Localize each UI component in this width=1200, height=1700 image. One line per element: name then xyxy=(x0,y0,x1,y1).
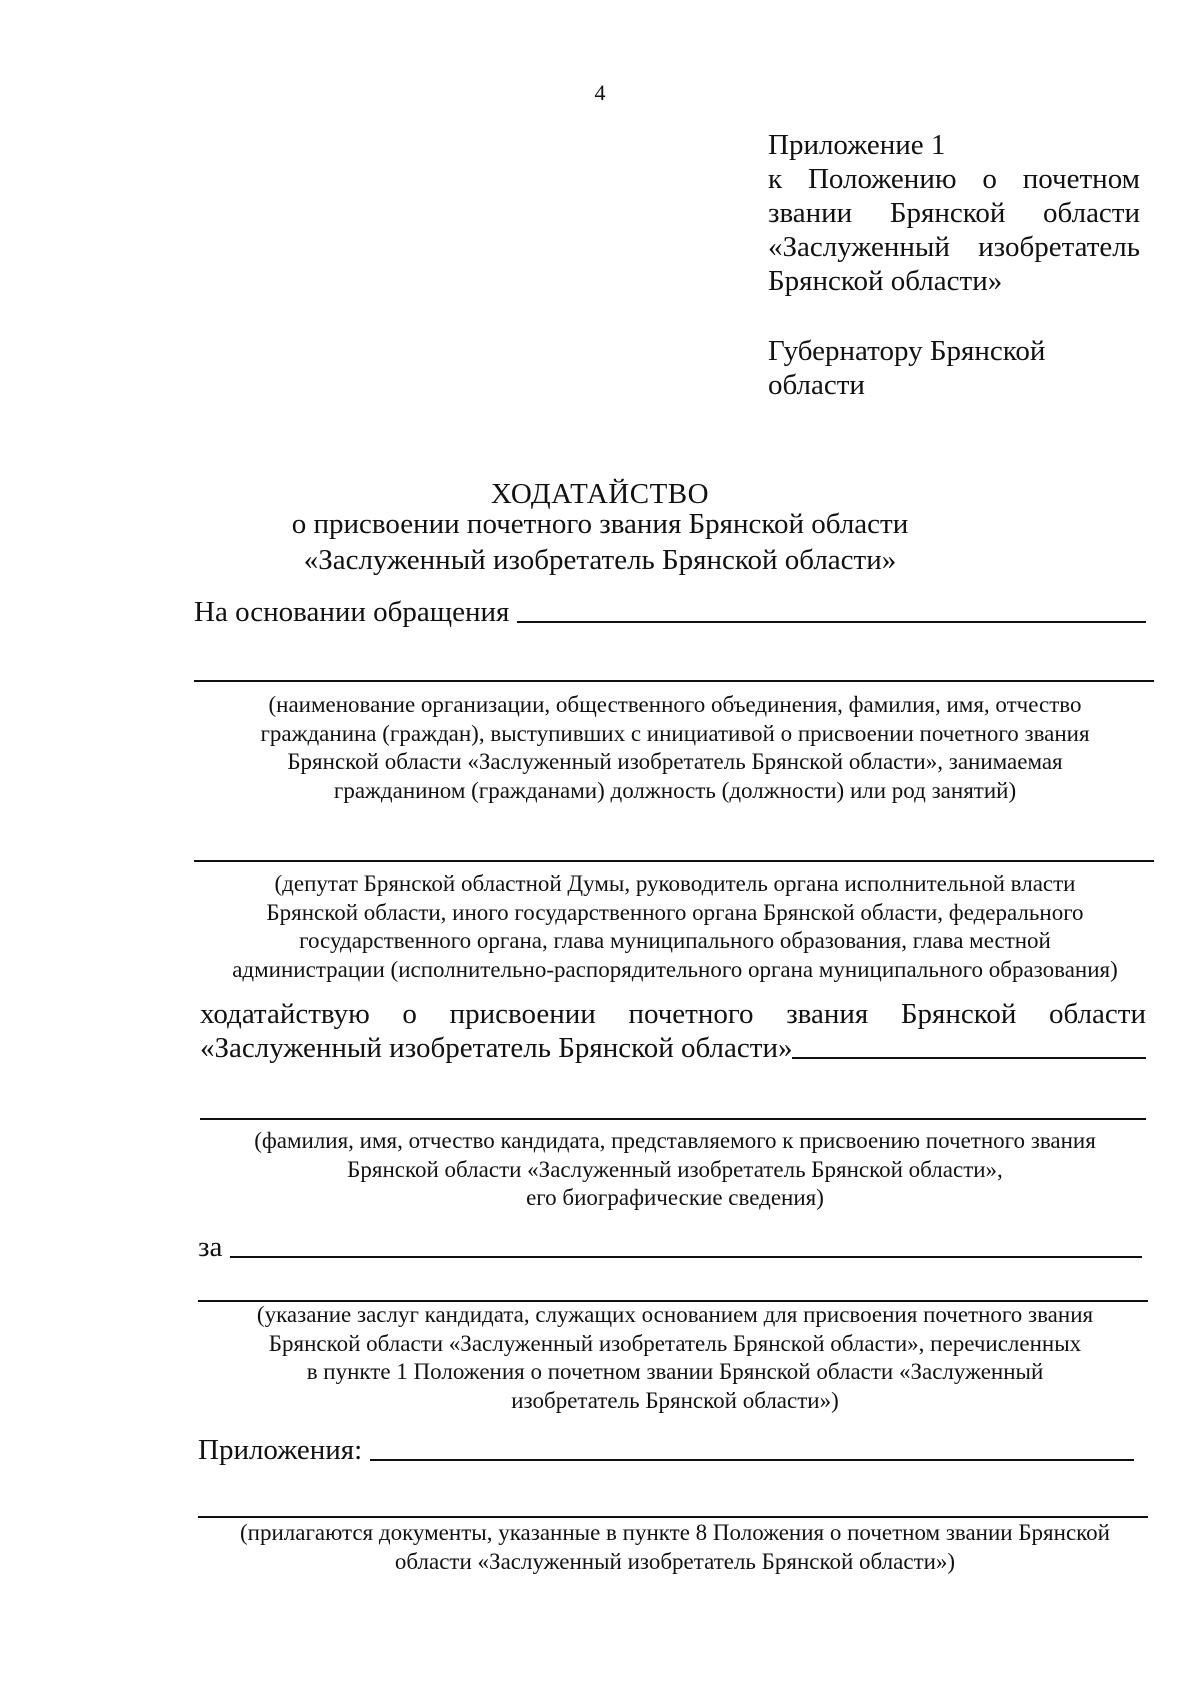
merits-field xyxy=(198,1231,1142,1264)
page-number: 4 xyxy=(594,80,606,105)
hint-line: администрации (исполнительно-распорядительного органа муниципального образования) xyxy=(232,956,1118,982)
petition-text xyxy=(200,997,1146,1065)
basis-label: На основании обращения xyxy=(194,596,510,628)
hint-line: гражданином (гражданами) должность (должности) или род занятий) xyxy=(333,777,1017,803)
hint-line: гражданина (граждан), выступивших с инициативой о присвоении почетного звания xyxy=(260,720,1090,746)
basis-continuation-line[interactable] xyxy=(194,680,1154,682)
hint-line: (фамилия, имя, отчество кандидата, представляемого к присвоению почетного звания xyxy=(254,1128,1096,1153)
hint-line: (наименование организации, общественного объединения, фамилия, имя, отчество xyxy=(268,692,1082,717)
petition-line: «Заслуженный изобретатель Брянской области» xyxy=(200,1032,793,1064)
hint-line: (прилагаются документы, указанные в пункте 8 Положения о почетном звании Брянской xyxy=(240,1520,1110,1545)
document-subtitle xyxy=(0,506,1200,578)
hint-line: (депутат Брянской областной Думы, руководитель органа исполнительной власти xyxy=(274,871,1076,896)
appendix-line: к Положению о почетном xyxy=(768,163,1140,195)
hint-line: Брянской области «Заслуженный изобретатель Брянской области», перечисленных xyxy=(268,1330,1082,1356)
official-input-line[interactable] xyxy=(194,860,1154,862)
merits-label: за xyxy=(198,1231,223,1263)
attachments-hint xyxy=(190,1519,1160,1576)
basis-input-line[interactable] xyxy=(517,621,1146,623)
hint-line: Брянской области «Заслуженный изобретатель Брянской области», xyxy=(347,1156,1003,1182)
appendix-line: Приложение 1 xyxy=(768,129,946,161)
hint-line: Брянской области «Заслуженный изобретатель Брянской области», занимаемая xyxy=(287,749,1063,774)
appendix-line: «Заслуженный изобретатель xyxy=(768,231,1140,263)
appendix-reference xyxy=(768,128,1140,298)
petition-line-with-field xyxy=(200,1031,1146,1065)
document-title: ХОДАТАЙСТВО xyxy=(490,478,710,510)
hint-line: его биографические сведения) xyxy=(526,1185,824,1210)
subtitle-line: «Заслуженный изобретатель Брянской области» xyxy=(303,544,897,576)
candidate-continuation-line[interactable] xyxy=(200,1118,1146,1120)
hint-line: области «Заслуженный изобретатель Брянской области») xyxy=(394,1548,956,1574)
basis-field xyxy=(194,596,1146,629)
attachments-continuation-line[interactable] xyxy=(198,1516,1148,1518)
appendix-line: звании Брянской области xyxy=(768,197,1140,229)
official-hint xyxy=(190,870,1160,984)
attachments-field xyxy=(198,1434,1134,1467)
attachments-input-line[interactable] xyxy=(370,1459,1134,1461)
candidate-hint xyxy=(190,1127,1160,1213)
addressee xyxy=(768,334,1068,402)
merits-input-line[interactable] xyxy=(230,1256,1142,1258)
hint-line: (указание заслуг кандидата, служащих основанием для присвоения почетного звания xyxy=(256,1302,1094,1327)
addressee-line: области xyxy=(768,369,865,401)
addressee-line: Губернатору Брянской xyxy=(768,335,1046,367)
hint-line: в пункте 1 Положения о почетном звании Брянской области «Заслуженный xyxy=(306,1359,1044,1384)
hint-line: государственного органа, глава муниципального образования, глава местной xyxy=(299,928,1051,953)
appendix-line: Брянской области» xyxy=(768,265,1003,297)
merits-hint xyxy=(190,1301,1160,1415)
subtitle-line: о присвоении почетного звания Брянской области xyxy=(291,508,909,540)
candidate-input-line[interactable] xyxy=(792,1057,1146,1059)
hint-line: Брянской области, иного государственного органа Брянской области, федерального xyxy=(266,899,1084,925)
hint-line: изобретатель Брянской области») xyxy=(511,1387,839,1413)
basis-hint xyxy=(190,691,1160,805)
attachments-label: Приложения: xyxy=(198,1434,363,1466)
petition-line: ходатайствую о присвоении почетного звания Брянской области xyxy=(200,998,1146,1030)
